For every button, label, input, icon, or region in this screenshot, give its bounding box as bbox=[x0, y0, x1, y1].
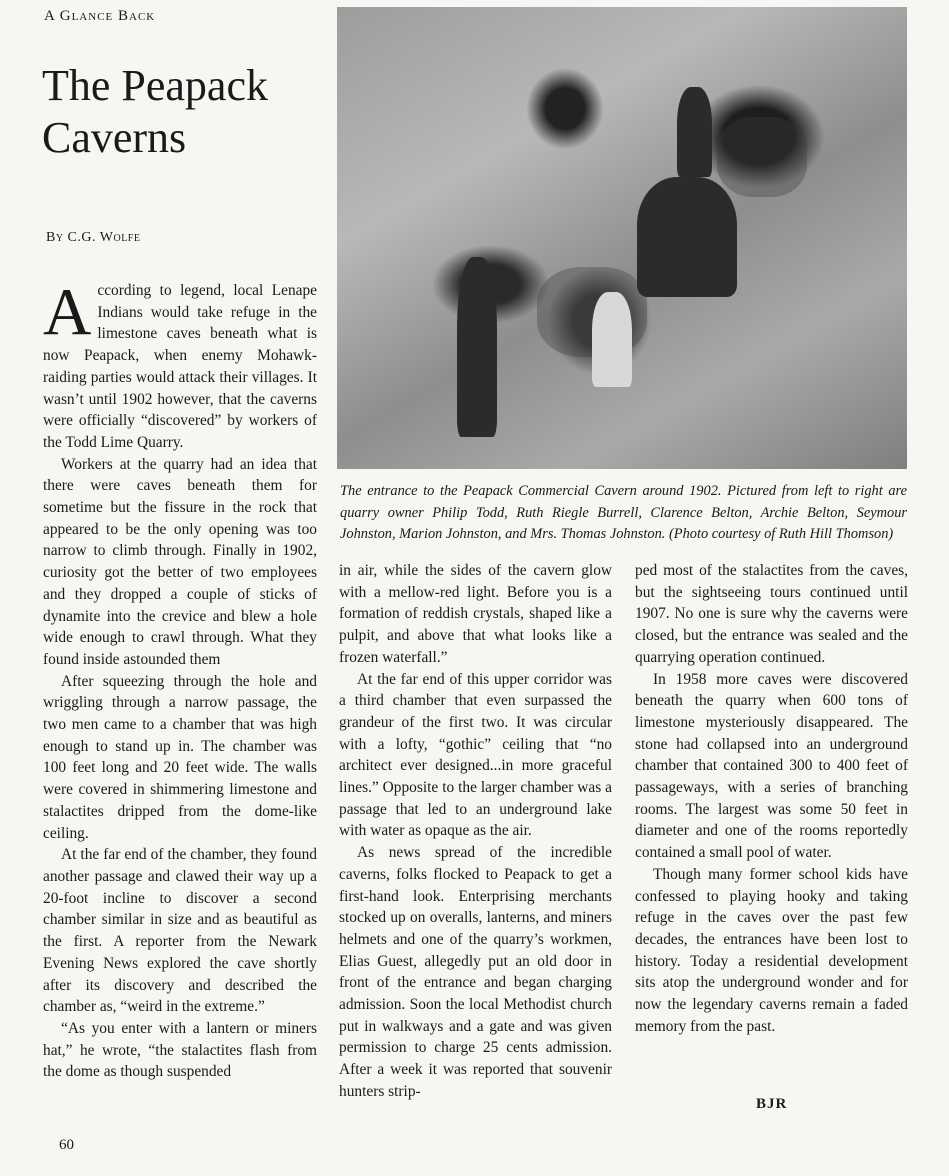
column-3 bbox=[635, 560, 908, 1037]
person-figure bbox=[457, 257, 497, 437]
paragraph: At the far end of this upper corridor was a third chamber that even surpassed the grandeur of the first two. It was circular with a lofty, “gothic” ceiling that “no architect ever designed...in more graceful lines.” Opposite to the larger chamber was a passage that led to an underground lake with water as opaque as the air. bbox=[339, 670, 612, 840]
cavern-photo bbox=[337, 7, 907, 469]
section-label: A Glance Back bbox=[44, 8, 156, 24]
paragraph: Workers at the quarry had an idea that there were caves beneath them for sometime but the fissure in the rock that appeared to be the only opening was too narrow to climb through. Finally in 1902, curiosity got the better of two employees and they dropped a couple of sticks of dynamite into the crevice and blew a hole wide enough to crawl through. What they found inside astounded them bbox=[43, 455, 317, 668]
author-signature: BJR bbox=[756, 1096, 788, 1112]
paragraph: in air, while the sides of the cavern glow with a mellow-red light. Before you is a formation of reddish crystals, shaped like a pulpit, and above that what looks like a frozen waterfall.” bbox=[339, 562, 612, 666]
paragraph: Though many former school kids have confessed to playing hooky and taking refuge in the caves over the past few decades, the entrances have been lost to history. Today a residential development sits atop the underground wonder and for now the legendary caverns remain a faded memory from the past. bbox=[635, 865, 908, 1035]
column-1 bbox=[43, 275, 317, 1083]
paragraph: According to legend, local Lenape Indians would take refuge in the limestone caves beneath what is now Peapack, when enemy Mohawk-raiding parties would attack their villages. It wasn’t until 1902 however, that the caverns were officially “discovered” by workers of the Todd Lime Quarry. bbox=[43, 275, 317, 451]
column-2 bbox=[339, 560, 612, 1103]
person-figure bbox=[637, 177, 737, 297]
paragraph: In 1958 more caves were discovered beneath the quarry when 600 tons of limestone mysteriously disappeared. The stone had collapsed into an underground chamber that contained 300 to 400 feet of passageways, with a series of branching rooms. The largest was some 50 feet in diameter and one of the rooms reportedly contained a small pool of water. bbox=[635, 670, 908, 862]
paragraph: As news spread of the incredible caverns, folks flocked to Peapack to get a first-hand look. Enterprising merchants stocked up on overalls, lanterns, and miners helmets and one of the quarry’s workmen, Elias Guest, allegedly put an old door in front of the entrance and began charging admission. Soon the local Methodist church put in walkways and a gate and was given permission to charge 25 cents admission. After a week it was reported that souvenir hunters strip- bbox=[339, 844, 612, 1100]
photo-caption: The entrance to the Peapack Commercial Cavern around 1902. Pictured from left to right are quarry owner Philip Todd, Ruth Riegle Burrell, Clarence Belton, Archie Belton, Seymour Johnston, Marion Johnston, and Mrs. Thomas Johnston. (Photo courtesy of Ruth Hill Thomson) bbox=[340, 483, 907, 542]
person-figure bbox=[677, 87, 712, 177]
paragraph: ped most of the stalactites from the caves, but the sightseeing tours continued until 1907. No one is sure why the caverns were closed, but the entrance was sealed and the quarrying operation continued. bbox=[635, 562, 908, 666]
page-number: 60 bbox=[59, 1137, 74, 1153]
paragraph: “As you enter with a lantern or miners hat,” he wrote, “the stalactites flash from the dome as though suspended bbox=[43, 1019, 317, 1081]
drop-cap: A bbox=[43, 275, 92, 349]
byline: By C.G. Wolfe bbox=[46, 230, 141, 245]
paragraph: At the far end of the chamber, they found another passage and clawed their way up a 20-foot incline to discover a second chamber similar in size and as beautiful as the first. A reporter from the Newark Evening News explored the cave shortly after its discovery and described the chamber as, “weird in the extreme.” bbox=[43, 846, 317, 1016]
article-title: The Peapack Caverns bbox=[42, 61, 268, 162]
paragraph: After squeezing through the hole and wriggling through a narrow passage, the two men came to a chamber that was high enough to stand up in. The chamber was 100 feet long and 20 feet wide. The walls were covered in shimmering limestone and stalactites dripped from the dome-like ceiling. bbox=[43, 672, 317, 842]
person-figure bbox=[592, 292, 632, 387]
